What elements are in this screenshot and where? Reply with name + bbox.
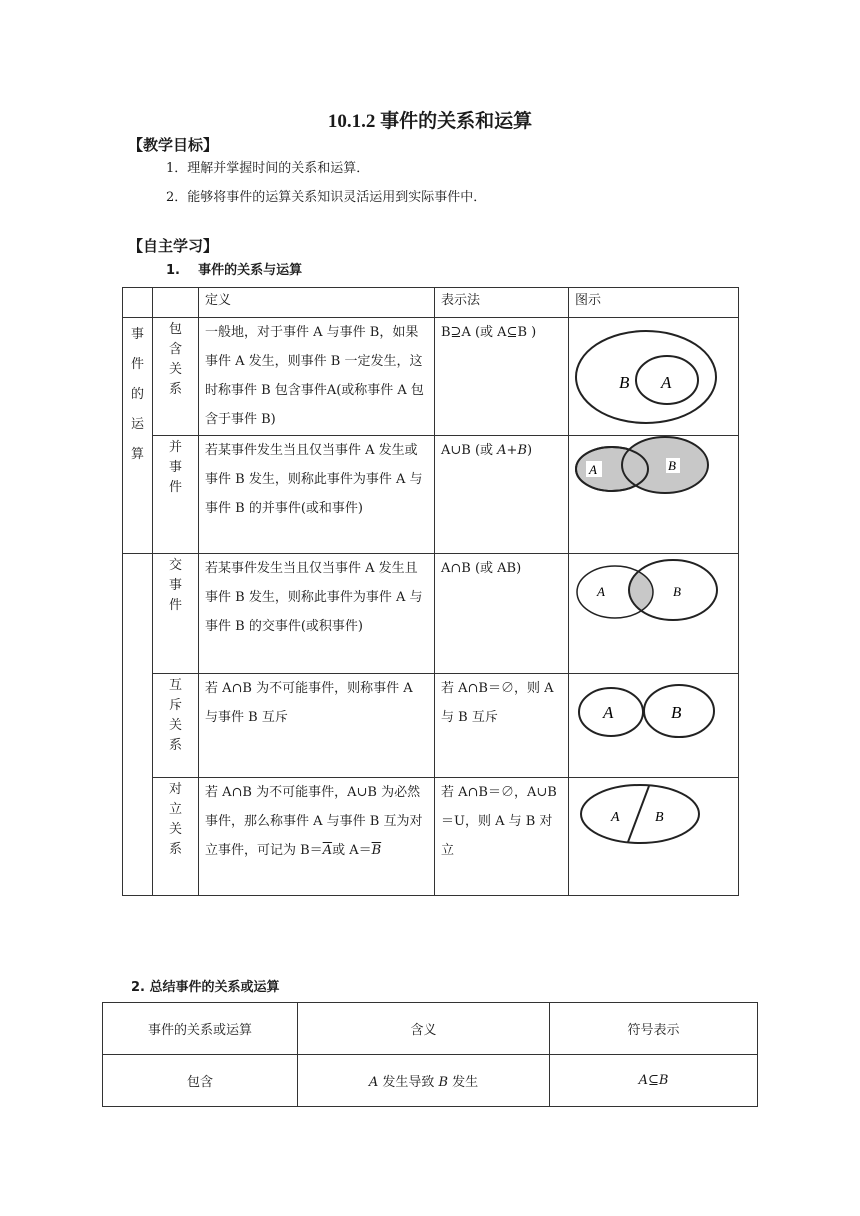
relation-char: 立 — [168, 802, 182, 817]
table-row — [123, 554, 739, 674]
divider-line — [628, 786, 649, 842]
definition-union: 若某事件发生当且仅当事件 A 发生或事件 B 发生，则称此事件为事件 A 与事件 B 的并事件(或和事件) — [199, 436, 435, 554]
relation-char: 件 — [168, 480, 182, 495]
table-row — [123, 778, 739, 896]
definition-intersection: 若某事件发生当且仅当事件 A 发生且事件 B 发生，则称此事件为事件 A 与事件 B 的交事件(或积事件) — [199, 554, 435, 674]
relation-name-inclusion — [153, 318, 199, 436]
header-relation: 事件的关系或运算 — [103, 1003, 298, 1055]
relation-char: 系 — [168, 842, 182, 857]
table-row — [123, 318, 739, 436]
table1-caption: 1. 事件的关系与运算 — [166, 263, 303, 278]
relation-char: 关 — [168, 362, 182, 377]
diagram-exclusive — [569, 674, 739, 778]
category-cell-blank — [123, 554, 153, 674]
diagram-inclusion — [569, 318, 739, 436]
label-b: B — [668, 458, 676, 473]
relation-char: 包 — [168, 322, 182, 337]
diagram-complement — [569, 778, 739, 896]
relation-char: 并 — [168, 440, 182, 455]
summary-heading: 2. 总结事件的关系或运算 — [131, 980, 280, 995]
relation-char: 含 — [168, 342, 182, 357]
relation-char: 交 — [168, 558, 182, 573]
relation-char: 互 — [168, 678, 182, 693]
relation-char: 件 — [168, 598, 182, 613]
notation-text: ) — [527, 443, 533, 458]
goals-heading: 【教学目标】 — [128, 136, 219, 154]
relation-char: 系 — [168, 738, 182, 753]
summary-table — [102, 1002, 758, 1107]
header-category — [123, 288, 153, 318]
header-meaning: 含义 — [298, 1003, 550, 1055]
definition-text: 若 A∩B 为不可能事件，A∪B 为必然事件，那么称事件 A 与事件 B 互为对立事件，可记为 B＝ — [205, 785, 423, 858]
table-row — [103, 1055, 758, 1107]
venn-complement — [569, 778, 739, 894]
table1-header-row — [123, 288, 739, 318]
relations-table — [122, 287, 739, 896]
header-notation: 表示法 — [435, 288, 569, 318]
venn-intersection — [569, 554, 739, 672]
label-b: B — [619, 373, 630, 392]
goal-item-2: 2．能够将事件的运算关系知识灵活运用到实际事件中． — [166, 190, 487, 205]
relation-char: 关 — [168, 718, 182, 733]
venn-exclusive — [569, 674, 739, 776]
relation-char: 关 — [168, 822, 182, 837]
definition-exclusive: 若 A∩B 为不可能事件，则称事件 A 与事件 B 互斥 — [199, 674, 435, 778]
relation-char: 对 — [168, 782, 182, 797]
meaning-part: 发生导致 — [378, 1075, 439, 1090]
table-row — [123, 436, 739, 554]
category-cell-blank — [123, 674, 153, 778]
relation-name-complement — [153, 778, 199, 896]
category-char: 算 — [130, 447, 144, 462]
relation-char: 斥 — [168, 698, 182, 713]
notation-intersection: A∩B (或 AB) — [435, 554, 569, 674]
notation-inclusion: B⊇A (或 A⊆B ) — [435, 318, 569, 436]
label-b: B — [673, 584, 681, 599]
complement-b: $\overline{B}$ — [371, 843, 382, 858]
meaning-part: B — [438, 1075, 449, 1090]
self-study-heading: 【自主学习】 — [128, 237, 219, 255]
diagram-union — [569, 436, 739, 554]
category-char: 事 — [130, 327, 144, 342]
table-row — [123, 674, 739, 778]
definition-inclusion: 一般地，对于事件 A 与事件 B，如果事件 A 发生，则事件 B 一定发生，这时称事件 B 包含事件A(或称事件 A 包含于事件 B) — [199, 318, 435, 436]
diagram-intersection — [569, 554, 739, 674]
label-b: B — [671, 703, 682, 722]
category-char: 的 — [130, 387, 144, 402]
notation-italic: A+B — [497, 443, 528, 458]
cell-relation: 包含 — [103, 1055, 298, 1107]
definition-complement — [199, 778, 435, 896]
label-a: A — [589, 462, 597, 477]
notation-complement: 若 A∩B＝∅，A∪B＝U，则 A 与 B 对立 — [435, 778, 569, 896]
goal-item-1: 1．理解并掌握时间的关系和运算． — [166, 161, 370, 176]
definition-text: 或 A＝ — [332, 843, 372, 858]
header-relation — [153, 288, 199, 318]
meaning-part: A — [368, 1075, 379, 1090]
label-a: A — [611, 810, 620, 825]
venn-inclusion — [569, 318, 739, 434]
header-diagram: 图示 — [569, 288, 739, 318]
complement-a: $\overline{A}$ — [322, 843, 333, 858]
relation-name-intersection — [153, 554, 199, 674]
notation-union — [435, 436, 569, 554]
notation-exclusive: 若 A∩B＝∅，则 A 与 B 互斥 — [435, 674, 569, 778]
notation-text: A∪B (或 — [441, 443, 498, 458]
label-a: A — [597, 584, 605, 599]
relation-char: 事 — [168, 460, 182, 475]
page-title: 10.1.2 事件的关系和运算 — [327, 111, 533, 132]
category-char: 件 — [130, 357, 144, 372]
label-a: A — [603, 703, 614, 722]
relation-char: 系 — [168, 382, 182, 397]
table2-header-row — [103, 1003, 758, 1055]
meaning-part: 发生 — [448, 1075, 479, 1090]
cell-symbol: A⊆B — [550, 1055, 758, 1107]
category-char: 运 — [130, 417, 144, 432]
header-definition: 定义 — [199, 288, 435, 318]
cell-meaning — [298, 1055, 550, 1107]
relation-name-exclusive — [153, 674, 199, 778]
relation-name-union — [153, 436, 199, 554]
label-a: A — [661, 373, 672, 392]
category-cell-blank — [123, 778, 153, 896]
header-symbol: 符号表示 — [550, 1003, 758, 1055]
category-cell — [123, 318, 153, 554]
venn-union — [569, 436, 739, 552]
relation-char: 事 — [168, 578, 182, 593]
label-b: B — [655, 810, 664, 825]
